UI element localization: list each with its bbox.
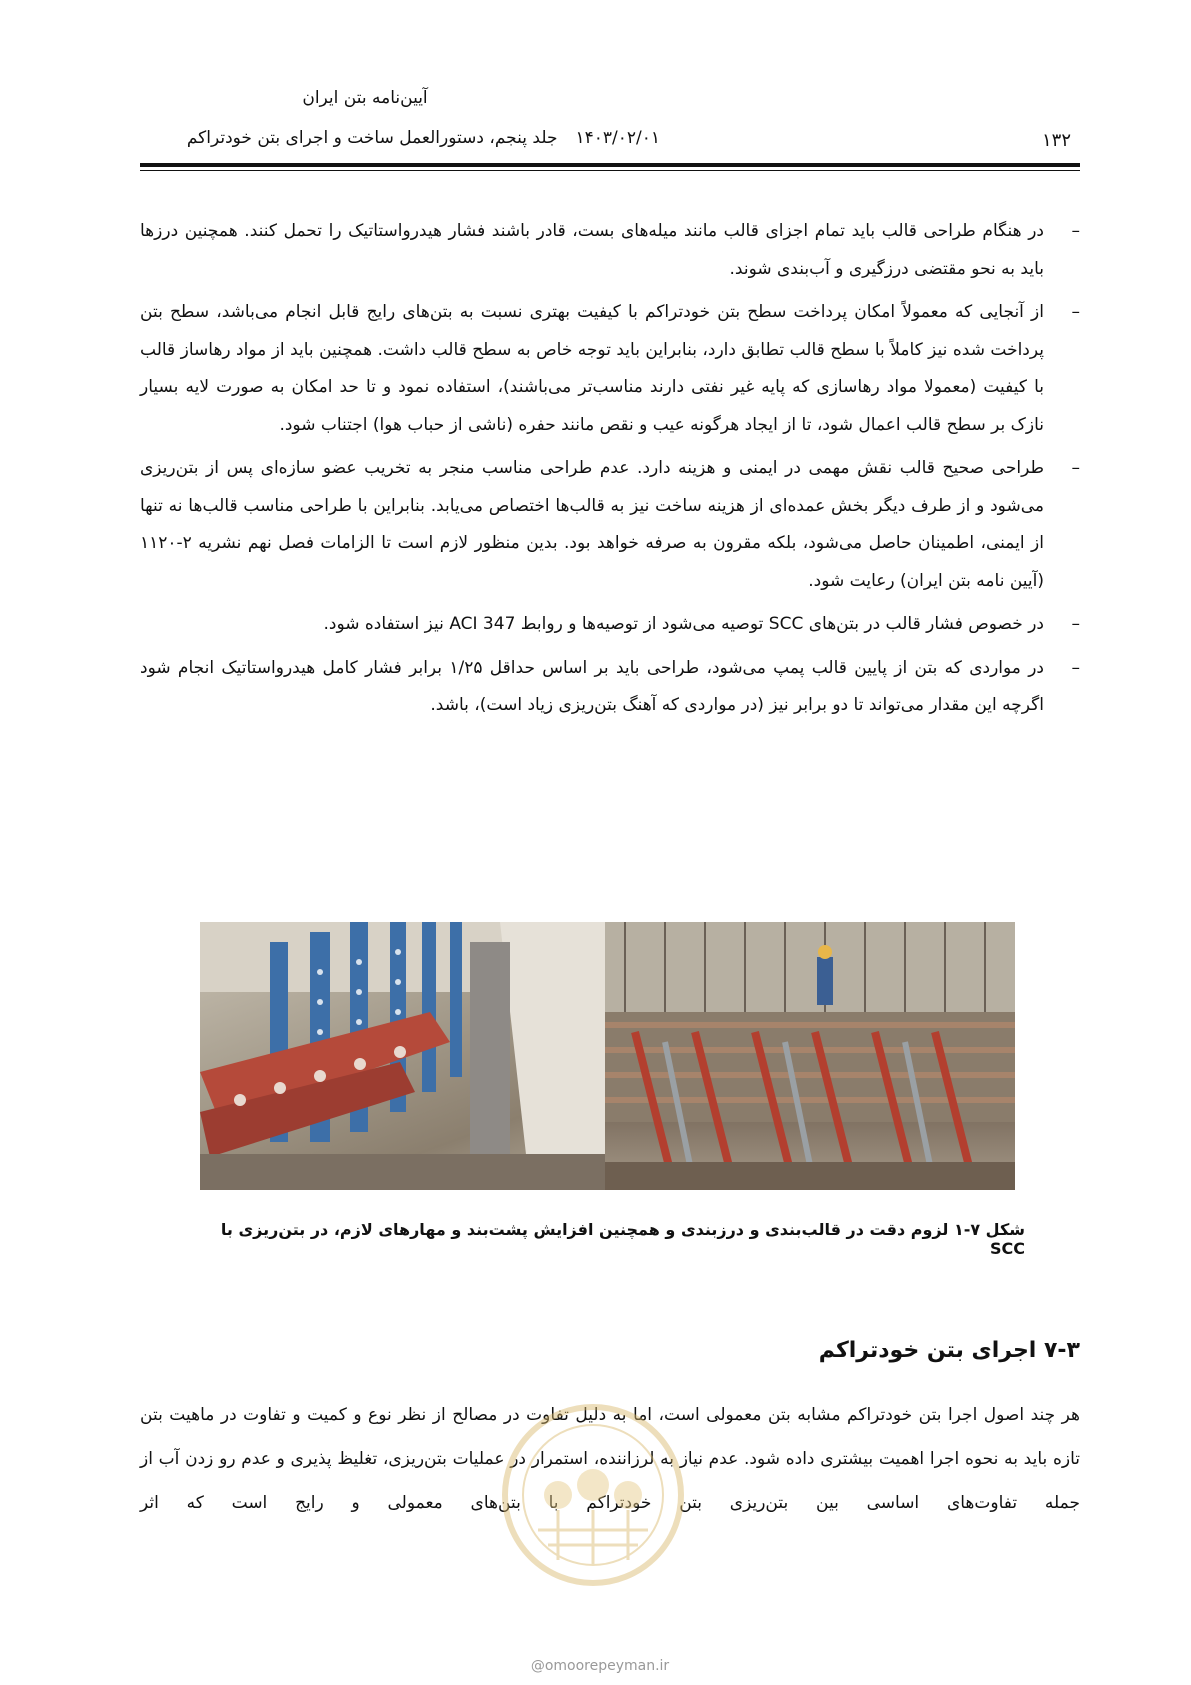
watermark-seal-icon: [498, 1400, 688, 1590]
bullet-dash: –: [1071, 302, 1080, 322]
bullet-text: در مواردی که بتن از پایین قالب پمپ می‌شود، طراحی باید بر اساس حداقل ۱/۲۵ برابر فشار کامل هیدرواستاتیک انجام شود اگرچه این مقدار می‌تواند تا دو برابر نیز (در مواردی که آهنگ بتن‌ریزی زیاد است)، باشد.: [140, 657, 1044, 715]
bullet-text: از آنجایی که معمولاً امکان پرداخت سطح بتن خودتراکم با کیفیت بهتری نسبت به بتن‌های رایج قابل انجام می‌باشد، سطح بتن پرداخت شده نیز کاملاً با سطح قالب تطابق دارد، بنابراین باید توجه خاص به سطح قالب داشت. همچنین باید از مواد رهاساز قالب با کیفیت (معمولا مواد رهاسازی که پایه غیر نفتی دارند مناسب‌تر می‌باشند)، استفاده نمود و تا حد امکان به صورت لایه بسیار نازک بر سطح قالب اعمال شود، تا از ایجاد هرگونه عیب و نقص مانند حفره (ناشی از حباب هوا) اجتناب شود.: [140, 302, 1044, 435]
bullet-text: در هنگام طراحی قالب باید تمام اجزای قالب مانند میله‌های بست، قادر باشند فشار هیدرواستاتیک را تحمل کنند. همچنین درزها باید به نحو مقتضی درزگیری و آب‌بندی شوند.: [140, 221, 1044, 279]
bullet-item: [140, 606, 1080, 644]
bullet-item: [140, 450, 1080, 600]
bullet-dash: –: [1071, 221, 1080, 241]
bullet-dash: –: [1071, 614, 1080, 634]
header-rule-thin: [140, 170, 1080, 171]
bullet-item: [140, 213, 1080, 288]
bullet-item: [140, 294, 1080, 444]
formwork-photo-right: [605, 922, 1015, 1190]
page-number: ۱۳۲: [1041, 130, 1071, 151]
figure-caption: شکل ۷-۱ لزوم دقت در قالب‌بندی و درزبندی و همچنین افزایش پشت‌بند و مهارهای لازم، در بتن‌ریزی با SCC: [220, 1220, 1025, 1258]
header-subtitle-row: [140, 128, 660, 148]
bullet-dash: –: [1071, 458, 1080, 478]
bullet-item: [140, 650, 1080, 725]
header-title: آیین‌نامه بتن ایران: [302, 88, 428, 108]
bullet-dash: –: [1071, 657, 1080, 678]
formwork-figure: [200, 922, 1015, 1190]
watermark-url: @omoorepeyman.ir: [530, 1658, 670, 1674]
section-heading: ۷-۳ اجرای بتن خودتراکم: [818, 1338, 1080, 1363]
bullet-list: [140, 213, 1080, 731]
header-date: ۱۴۰۳/۰۲/۰۱: [575, 128, 660, 148]
bullet-text: در خصوص فشار قالب در بتن‌های SCC توصیه می‌شود از توصیه‌ها و روابط ACI 347 نیز استفاده شود.: [323, 614, 1044, 634]
formwork-photo-left: [200, 922, 605, 1190]
section-paragraph: هر چند اصول اجرا بتن خودتراکم مشابه بتن معمولی است، اما به دلیل تفاوت در مصالح از نظر نوع و کمیت و تفاوت در ماهیت بتن تازه باید به نحوه اجرا اهمیت بیشتری داده شود. عدم نیاز به لرزاننده، استمرار در عملیات بتن‌ریزی، تغلیظ پذیری و عدم رو زدن آب از جمله تفاوت‌های اساسی بین بتن‌ریزی بتن خودتراکم با بتن‌های معمولی و رایج است که اثر: [140, 1405, 1080, 1513]
header-subtitle: جلد پنجم، دستورالعمل ساخت و اجرای بتن خودتراکم: [186, 128, 558, 148]
header-rule-thick: [140, 163, 1080, 167]
bullet-text: طراحی صحیح قالب نقش مهمی در ایمنی و هزینه دارد. عدم طراحی مناسب منجر به تخریب عضو سازه‌ای پس از بتن‌ریزی می‌شود و از طرف دیگر بخش عمده‌ای از هزینه ساخت نیز به قالب‌ها اختصاص می‌یابد. بنابراین با طراحی مناسب قالب‌ها نه تنها از ایمنی، اطمینان حاصل می‌شود، بلکه مقرون به صرفه خواهد بود. بدین منظور لازم است تا الزامات فصل نهم نشریه ۲-۱۱۲۰ (آیین نامه بتن ایران) رعایت شود.: [140, 458, 1044, 591]
